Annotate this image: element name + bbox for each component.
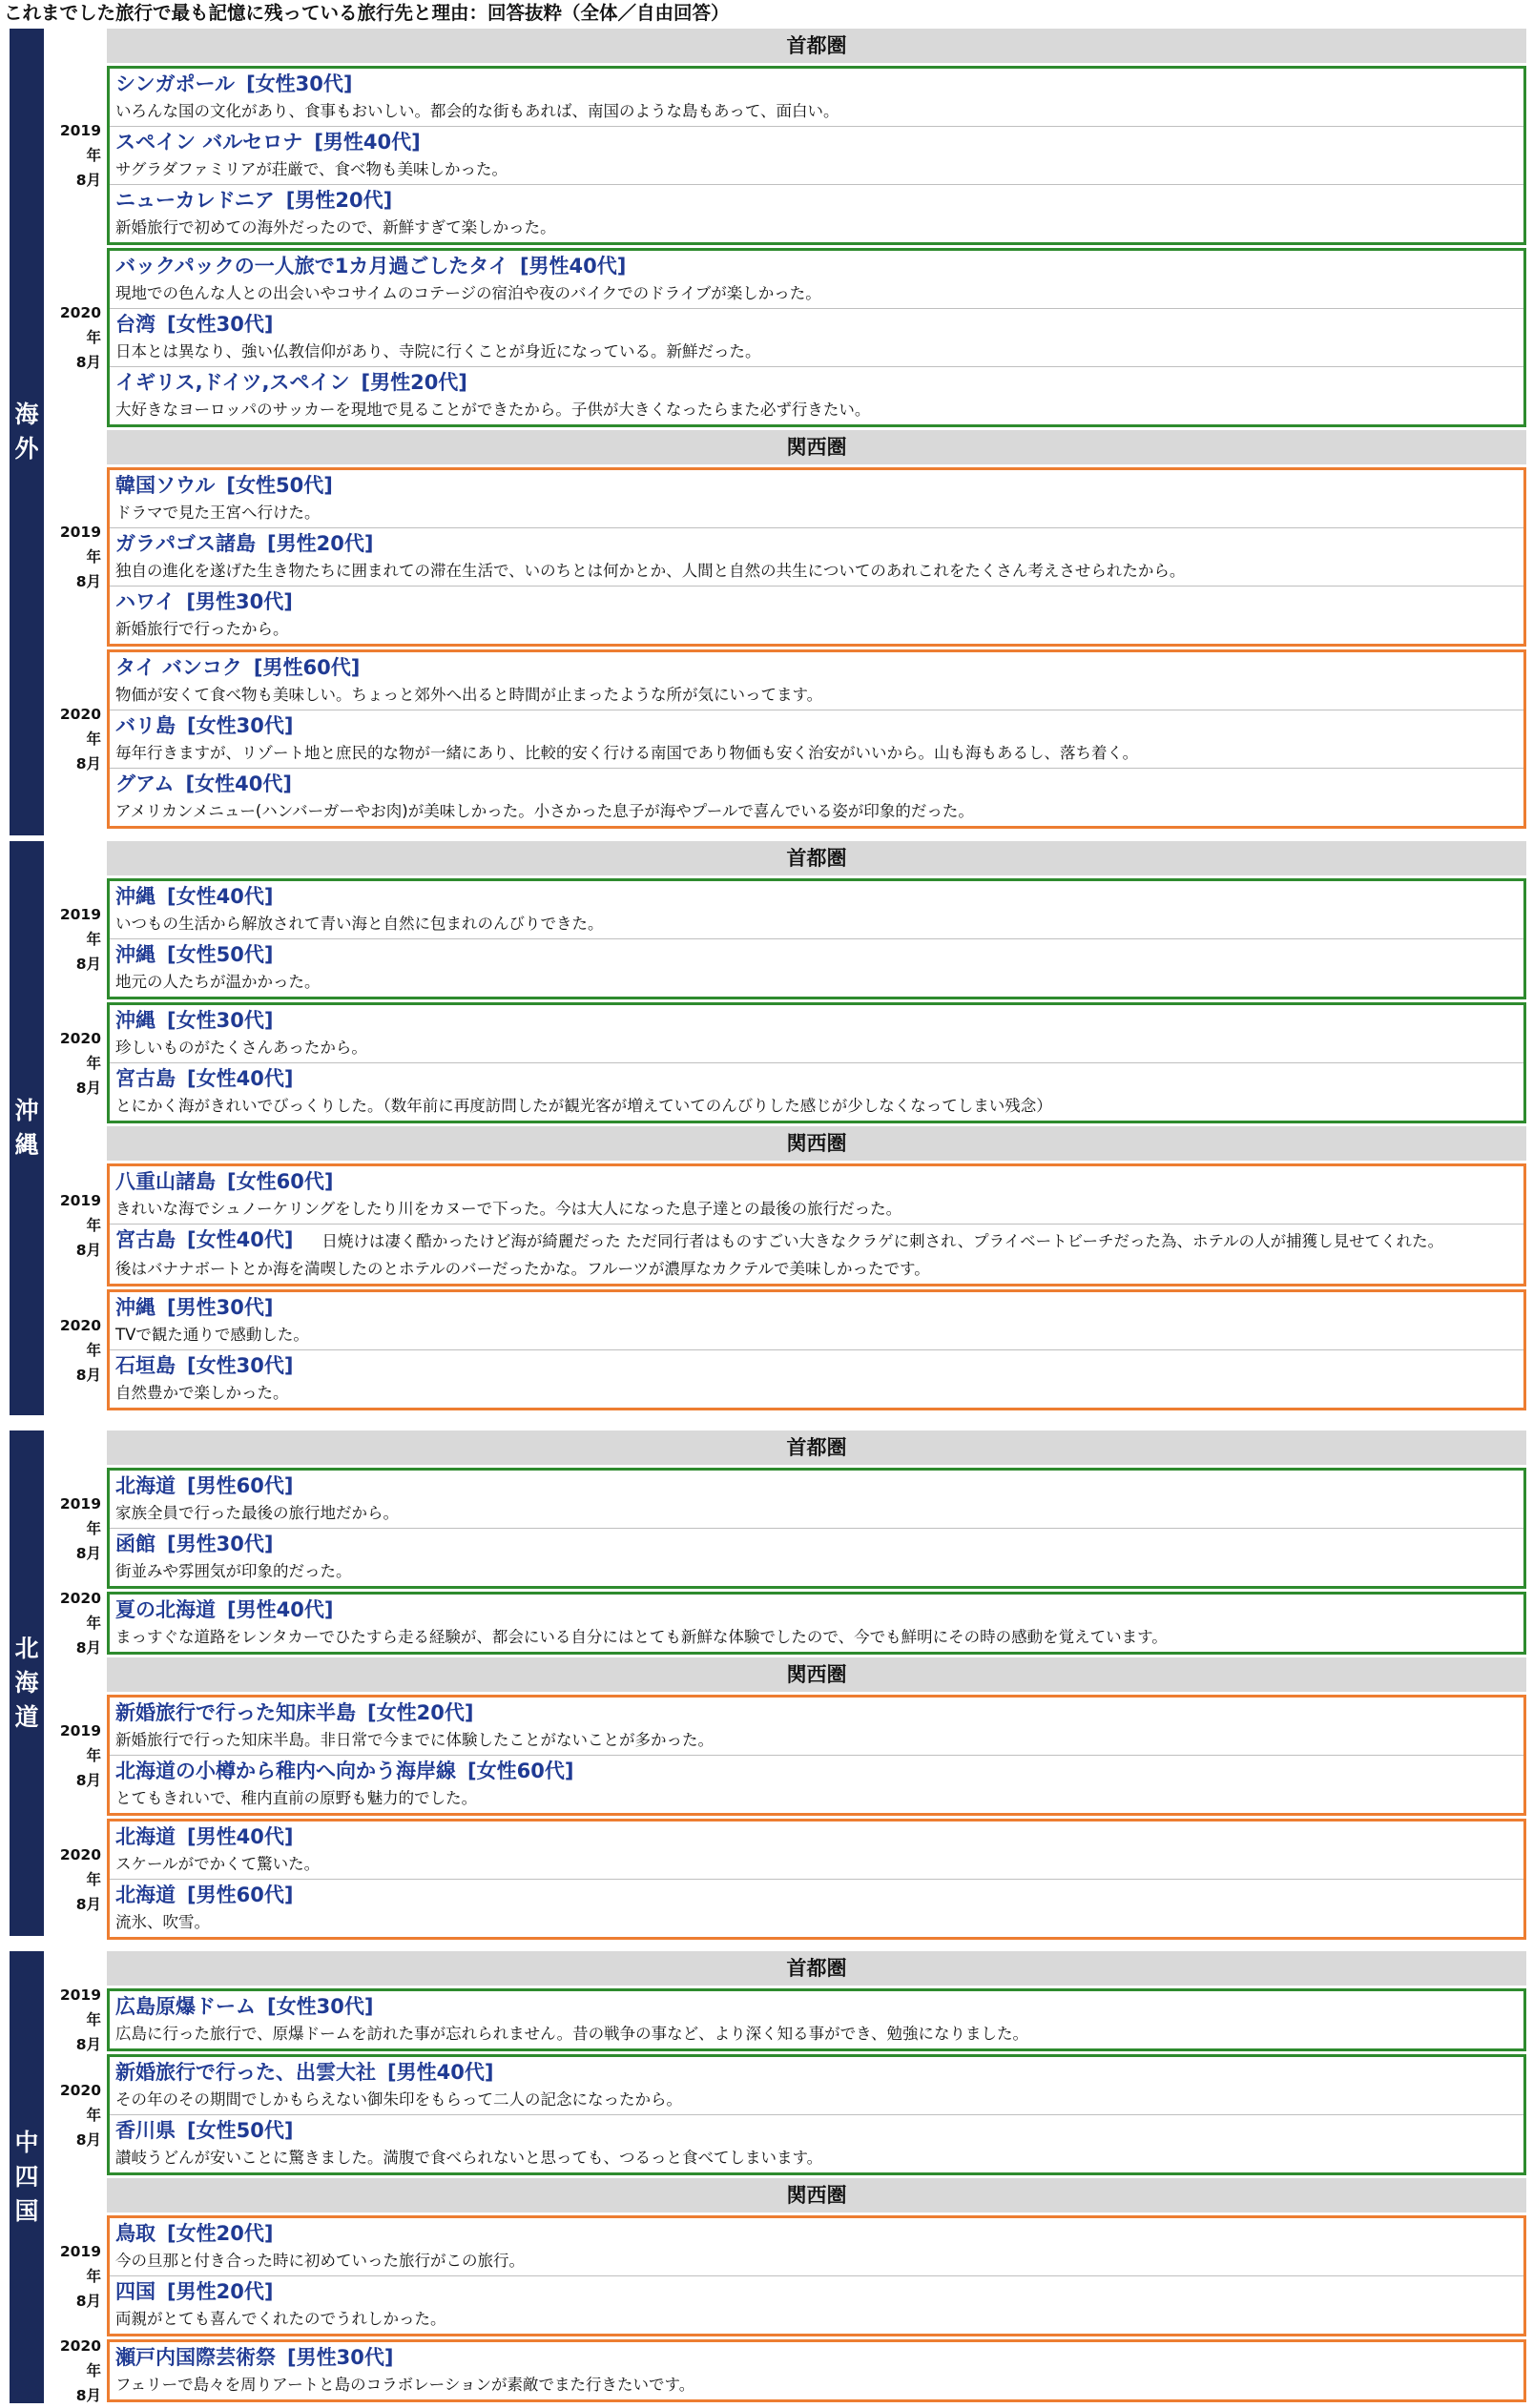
destination: バックパックの一人旅で1カ月過ごしたタイ <box>115 255 508 278</box>
reason-text: 物価が安くて食べ物も美味しい。ちょっと郊外へ出ると時間が止まったような所が気にいってます。 <box>115 686 823 704</box>
year-label <box>46 1586 101 1660</box>
region-header: 首都圏 <box>107 29 1526 63</box>
section-label-char: 海 <box>14 401 39 428</box>
year-label <box>46 1188 101 1263</box>
respondent-profile: [男性40代] <box>187 1825 294 1848</box>
answer-head <box>115 186 1518 215</box>
respondent-profile: [女性50代] <box>226 474 333 497</box>
answer-box <box>107 2215 1526 2336</box>
destination: 沖縄 <box>115 1296 155 1319</box>
year-group <box>59 2215 1526 2336</box>
section-label-char: 道 <box>14 1703 39 1731</box>
month-text: 8月 <box>75 955 101 973</box>
region-header: 関西圏 <box>107 1657 1526 1692</box>
year-text: 2019年 <box>59 1721 101 1764</box>
reason-text: 流氷、吹雪。 <box>115 1913 210 1931</box>
year-group <box>59 248 1526 427</box>
destination: 北海道 <box>115 1883 176 1906</box>
answer-head <box>115 1351 1518 1380</box>
answer-head <box>115 940 1518 969</box>
answer-box <box>107 1988 1526 2051</box>
respondent-profile: [女性30代] <box>187 714 294 737</box>
reason-text: 新婚旅行で初めての海外だったので、新鮮すぎて楽しかった。 <box>115 218 556 237</box>
answer-box <box>107 649 1526 829</box>
year-label <box>46 1313 101 1388</box>
answer-entry <box>110 1471 1523 1529</box>
year-text: 2019年 <box>59 1986 101 2028</box>
destination: 四国 <box>115 2280 155 2303</box>
reason-text: 両親がとても喜んでくれたのでうれしかった。 <box>115 2310 446 2328</box>
section-body <box>59 1430 1526 1943</box>
reason-text: 街並みや雰囲気が印象的だった。 <box>115 1562 352 1580</box>
reason-text: その年のその期間でしかもらえない御朱印をもらって二人の記念になったから。 <box>115 2090 682 2109</box>
answer-box <box>107 2054 1526 2175</box>
year-label <box>46 2334 101 2408</box>
respondent-profile: [男性30代] <box>287 2346 394 2369</box>
reason-text: とにかく海がきれいでびっくりした。（数年前に再度訪問したが観光客が増えていてのんびりした感じが少しなくなってしまい残念） <box>115 1097 1052 1115</box>
destination: 台湾 <box>115 313 155 336</box>
answer-head <box>115 310 1518 339</box>
section-body <box>59 841 1526 1413</box>
answer-head <box>115 1595 1518 1624</box>
year-group <box>59 2337 1526 2404</box>
answer-entry <box>110 1698 1523 1756</box>
year-text: 2019年 <box>59 2242 101 2285</box>
answer-entry <box>110 1225 1523 1284</box>
respondent-profile: [男性20代] <box>361 371 467 394</box>
answer-entry <box>110 69 1523 127</box>
answer-head <box>115 471 1518 500</box>
year-label <box>46 1983 101 2057</box>
year-group <box>59 467 1526 647</box>
region-header: 関西圏 <box>107 1126 1526 1161</box>
answer-entry <box>110 769 1523 826</box>
respondent-profile: [女性30代] <box>167 1009 274 1032</box>
respondent-profile: [女性20代] <box>167 2222 274 2245</box>
section-label-char: 沖 <box>14 1097 39 1124</box>
year-label <box>46 1026 101 1101</box>
destination: イギリス,ドイツ,スペイン <box>115 371 350 394</box>
reason-text: 新婚旅行で行った知床半島。非日常で今までに体験したことがないことが多かった。 <box>115 1731 714 1749</box>
year-text: 2020年 <box>59 2337 101 2379</box>
year-label <box>46 702 101 776</box>
year-text: 2020年 <box>59 1029 101 1072</box>
answer-entry <box>110 1880 1523 1937</box>
answer-entry <box>110 1005 1523 1063</box>
destination: 北海道 <box>115 1474 176 1497</box>
section-label-char: 外 <box>14 435 39 463</box>
month-text: 8月 <box>75 755 101 772</box>
answer-head <box>115 1225 1518 1256</box>
answer-head <box>115 882 1518 911</box>
year-label <box>46 1492 101 1566</box>
destination: 函館 <box>115 1533 155 1555</box>
section-block <box>0 841 1533 1415</box>
region-header: 関西圏 <box>107 2178 1526 2212</box>
answer-entry <box>110 1821 1523 1880</box>
answer-entry <box>110 652 1523 710</box>
destination: ハワイ <box>115 590 176 613</box>
destination: バリ島 <box>115 714 176 737</box>
section-label-char: 国 <box>14 2197 39 2225</box>
answer-entry <box>110 1063 1523 1121</box>
region-header: 首都圏 <box>107 1430 1526 1465</box>
destination: 宮古島 <box>115 1228 176 1251</box>
respondent-profile: [男性30代] <box>167 1533 274 1555</box>
destination: 韓国ソウル <box>115 474 216 497</box>
destination: ニューカレドニア <box>115 189 275 212</box>
respondent-profile: [女性40代] <box>185 772 292 795</box>
answer-head <box>115 711 1518 740</box>
year-group <box>59 1002 1526 1123</box>
year-text: 2019年 <box>59 122 101 164</box>
reason-text: 讃岐うどんが安いことに驚きました。満腹で食べられないと思っても、つるっと食べてしまいます。 <box>115 2149 823 2167</box>
month-text: 8月 <box>75 2387 101 2404</box>
respondent-profile: [男性20代] <box>285 189 393 212</box>
destination: 瀬戸内国際芸術祭 <box>115 2346 276 2369</box>
destination: 新婚旅行で行った知床半島 <box>115 1701 356 1724</box>
respondent-profile: [女性60代] <box>227 1170 334 1193</box>
destination: 夏の北海道 <box>115 1598 216 1621</box>
year-label <box>46 1719 101 1793</box>
answer-entry <box>110 251 1523 309</box>
answer-head <box>115 2058 1518 2087</box>
answer-entry <box>110 939 1523 997</box>
year-group <box>59 878 1526 999</box>
reason-text: 地元の人たちが温かかった。 <box>115 973 321 991</box>
year-label <box>46 520 101 594</box>
reason-text: とてもきれいで、稚内直前の原野も魅力的でした。 <box>115 1789 478 1807</box>
answer-head <box>115 1167 1518 1196</box>
respondent-profile: [女性40代] <box>187 1228 294 1251</box>
reason-text: きれいな海でシュノーケリングをしたり川をカヌーで下った。今は大人になった息子達との最後の旅行だった。 <box>115 1200 902 1218</box>
section-label <box>10 1430 44 1936</box>
answer-entry <box>110 470 1523 528</box>
section-label-char: 海 <box>14 1669 39 1697</box>
answer-head <box>115 2277 1518 2306</box>
destination: シンガポール <box>115 72 236 95</box>
reason-text: まっすぐな道路をレンタカーでひたすら走る経験が、都会にいる自分にはとても新鮮な体験でしたので、今でも鮮明にその時の感動を覚えています。 <box>115 1628 1168 1646</box>
answer-head <box>115 1064 1518 1093</box>
year-text: 2020年 <box>59 1590 101 1632</box>
destination: グアム <box>115 772 175 795</box>
answer-box <box>107 878 1526 999</box>
section-body <box>59 1951 1526 2405</box>
answer-head <box>115 1293 1518 1322</box>
respondent-profile: [男性60代] <box>187 1883 294 1906</box>
year-group <box>59 649 1526 829</box>
respondent-profile: [女性60代] <box>467 1760 574 1782</box>
page-title: これまでした旅行で最も記憶に残っている旅行先と理由：回答抜粋（全体／自由回答） <box>4 2 730 24</box>
respondent-profile: [男性30代] <box>167 1296 274 1319</box>
respondent-profile: [男性60代] <box>187 1474 294 1497</box>
section-label-char: 北 <box>14 1635 39 1662</box>
month-text: 8月 <box>75 2292 101 2310</box>
answer-head <box>115 1757 1518 1785</box>
month-text: 8月 <box>75 1895 101 1913</box>
reason-text: スケールがでかくて驚いた。 <box>115 1855 321 1873</box>
answer-entry <box>110 2218 1523 2276</box>
month-text: 8月 <box>75 573 101 590</box>
answer-box <box>107 1819 1526 1940</box>
answer-box <box>107 1468 1526 1589</box>
reason-text: 新婚旅行で行ったから。 <box>115 620 289 638</box>
reason-text: 自然豊かで楽しかった。 <box>115 1384 289 1402</box>
year-group <box>59 2054 1526 2175</box>
year-label <box>46 2078 101 2152</box>
month-text: 8月 <box>75 1079 101 1097</box>
respondent-profile: [女性40代] <box>187 1067 294 1090</box>
respondent-profile: [女性40代] <box>167 885 274 908</box>
answer-head <box>115 1006 1518 1035</box>
respondent-profile: [女性30代] <box>246 72 353 95</box>
answer-entry <box>110 1292 1523 1350</box>
reason-text: 現地での色んな人との出会いやコサイムのコテージの宿泊や夜のバイクでのドライブが楽しかった。 <box>115 284 821 302</box>
year-group <box>59 1695 1526 1816</box>
respondent-profile: [女性50代] <box>167 943 274 966</box>
answer-head <box>115 529 1518 558</box>
respondent-profile: [男性20代] <box>167 2280 274 2303</box>
year-text: 2020年 <box>59 1316 101 1359</box>
answer-box <box>107 1695 1526 1816</box>
year-text: 2020年 <box>59 1845 101 1888</box>
reason-text: 大好きなヨーロッパのサッカーを現地で見ることができたから。子供が大きくなったらまた必ず行きたい。 <box>115 401 871 419</box>
destination: 八重山諸島 <box>115 1170 216 1193</box>
answer-entry <box>110 528 1523 587</box>
destination: 北海道 <box>115 1825 176 1848</box>
year-text: 2020年 <box>59 304 101 346</box>
respondent-profile: [女性50代] <box>187 2119 294 2142</box>
destination: 北海道の小樽から稚内へ向かう海岸線 <box>115 1760 456 1782</box>
destination: 沖縄 <box>115 943 155 966</box>
reason-text: いつもの生活から解放されて青い海と自然に包まれのんびりできた。 <box>115 915 604 933</box>
reason-text: 独自の進化を遂げた生き物たちに囲まれての滞在生活で、いのちとは何かとか、人間と自然の共生についてのあれこれをたくさん考えさせられたから。 <box>115 562 1186 580</box>
answer-head <box>115 70 1518 98</box>
year-group <box>59 1819 1526 1940</box>
answer-head <box>115 653 1518 682</box>
region-header: 関西圏 <box>107 430 1526 464</box>
year-label <box>46 118 101 193</box>
destination: 宮古島 <box>115 1067 176 1090</box>
respondent-profile: [男性40代] <box>519 255 627 278</box>
month-text: 8月 <box>75 2130 101 2149</box>
month-text: 8月 <box>75 1544 101 1562</box>
year-text: 2019年 <box>59 1494 101 1537</box>
section-label <box>10 29 44 835</box>
answer-head <box>115 2219 1518 2248</box>
respondent-profile: [女性20代] <box>367 1701 474 1724</box>
answer-head <box>115 2343 1518 2372</box>
respondent-profile: [男性40代] <box>314 131 421 154</box>
reason-text: ドラマで見た王宮へ行けた。 <box>115 504 321 522</box>
answer-head <box>115 587 1518 616</box>
answer-head <box>115 1992 1518 2021</box>
answer-head <box>115 770 1518 798</box>
destination: ガラパゴス諸島 <box>115 532 256 555</box>
year-group <box>59 1163 1526 1286</box>
reason-text: 後はバナナボートとか海を満喫したのとホテルのバーだったかな。フルーツが濃厚なカクテルで美味しかったです。 <box>115 1260 930 1278</box>
month-text: 8月 <box>75 2036 101 2053</box>
year-group <box>59 1468 1526 1589</box>
reason-text: 広島に行った旅行で、原爆ドームを訪れた事が忘れられません。昔の戦争の事など、より深く知る事ができ、勉強になりました。 <box>115 2025 1028 2043</box>
section-label <box>10 841 44 1415</box>
destination: 新婚旅行で行った、出雲大社 <box>115 2061 376 2084</box>
reason-text: 毎年行きますが、リゾート地と庶民的な物が一緒にあり、比較的安く行ける南国であり物価も安く治安がいいから。山も海もあるし、落ち着く。 <box>115 744 1139 762</box>
region-header: 首都圏 <box>107 841 1526 875</box>
reason-text: 今の旦那と付き合った時に初めていった旅行がこの旅行。 <box>115 2252 525 2270</box>
answer-entry <box>110 2342 1523 2399</box>
answer-entry <box>110 309 1523 367</box>
reason-text: フェリーで島々を周りアートと島のコラボレーションが素敵でまた行きたいです。 <box>115 2376 695 2394</box>
answer-box <box>107 248 1526 427</box>
answer-entry <box>110 1529 1523 1586</box>
reason-text: 日本とは異なり、強い仏教信仰があり、寺院に行くことが身近になっている。新鮮だった。 <box>115 342 761 360</box>
year-label <box>46 902 101 977</box>
year-text: 2020年 <box>59 2081 101 2124</box>
answer-head <box>115 1472 1518 1500</box>
reason-text: 日焼けは凄く酷かったけど海が綺麗だった ただ同行者はものすごい大きなクラゲに刺され、プライベートビーチだった為、ホテルの人が捕獲し見せてくれた。 <box>321 1232 1444 1250</box>
section-label-char: 四 <box>14 2163 39 2191</box>
answer-head <box>115 1698 1518 1727</box>
section-block <box>0 1430 1533 1936</box>
respondent-profile: [男性40代] <box>387 2061 494 2084</box>
reason-text: 家族全員で行った最後の旅行地だから。 <box>115 1504 399 1522</box>
answer-entry <box>110 185 1523 242</box>
reason-text: いろんな国の文化があり、食事もおいしい。都会的な街もあれば、南国のような島もあって、面白い。 <box>115 102 839 120</box>
year-text: 2020年 <box>59 706 101 748</box>
answer-entry <box>110 1595 1523 1652</box>
month-text: 8月 <box>75 1639 101 1657</box>
answer-entry <box>110 881 1523 939</box>
section-label-char: 縄 <box>14 1131 39 1159</box>
answer-entry <box>110 2115 1523 2172</box>
reason-text: アメリカンメニュー(ハンバーガーやお肉)が美味しかった。小さかった息子が海やプールで喜んでいる姿が印象的だった。 <box>115 802 974 820</box>
respondent-profile: [女性30代] <box>167 313 274 336</box>
answer-box <box>107 1289 1526 1410</box>
answer-head <box>115 1530 1518 1558</box>
region-header: 首都圏 <box>107 1951 1526 1986</box>
answer-box <box>107 467 1526 647</box>
month-text: 8月 <box>75 172 101 189</box>
respondent-profile: [男性40代] <box>227 1598 334 1621</box>
answer-box <box>107 1592 1526 1655</box>
destination: 石垣島 <box>115 1354 176 1377</box>
destination: 香川県 <box>115 2119 176 2142</box>
answer-head <box>115 368 1518 397</box>
respondent-profile: [女性30代] <box>187 1354 294 1377</box>
answer-box <box>107 1163 1526 1286</box>
answer-entry <box>110 1350 1523 1408</box>
reason-text: TVで観た通りで感動した。 <box>115 1326 309 1344</box>
answer-entry <box>110 1756 1523 1813</box>
year-label <box>46 1842 101 1917</box>
month-text: 8月 <box>75 354 101 371</box>
month-text: 8月 <box>75 1241 101 1259</box>
answer-head <box>115 1822 1518 1851</box>
year-text: 2019年 <box>59 905 101 948</box>
respondent-profile: [男性30代] <box>186 590 293 613</box>
reason-text: 珍しいものがたくさんあったから。 <box>115 1039 367 1057</box>
answer-head <box>115 252 1518 280</box>
respondent-profile: [女性30代] <box>267 1995 374 2018</box>
year-group <box>59 1590 1526 1657</box>
answer-entry <box>110 1991 1523 2048</box>
answer-entry <box>110 2057 1523 2115</box>
answer-box <box>107 1002 1526 1123</box>
reason-text: サグラダファミリアが荘厳で、食べ物も美味しかった。 <box>115 160 508 178</box>
year-label <box>46 2239 101 2314</box>
respondent-profile: [男性20代] <box>267 532 374 555</box>
section-block <box>0 1951 1533 2403</box>
year-label <box>46 300 101 375</box>
answer-entry <box>110 127 1523 185</box>
answer-head <box>115 2116 1518 2145</box>
answer-box <box>107 2339 1526 2402</box>
section-label <box>10 1951 44 2403</box>
section-label-char: 中 <box>14 2129 39 2156</box>
month-text: 8月 <box>75 1771 101 1789</box>
year-text: 2019年 <box>59 1191 101 1234</box>
answer-head <box>115 128 1518 156</box>
respondent-profile: [男性60代] <box>253 656 361 679</box>
destination: 鳥取 <box>115 2222 155 2245</box>
answer-entry <box>110 2276 1523 2334</box>
destination: 沖縄 <box>115 1009 155 1032</box>
year-group <box>59 1289 1526 1410</box>
section-body <box>59 29 1526 832</box>
year-group <box>59 1986 1526 2053</box>
year-group <box>59 66 1526 245</box>
answer-head <box>115 1881 1518 1909</box>
section-block <box>0 29 1533 835</box>
answer-entry <box>110 710 1523 769</box>
answer-entry <box>110 367 1523 424</box>
destination: 広島原爆ドーム <box>115 1995 256 2018</box>
destination: スペイン バルセロナ <box>115 131 303 154</box>
answer-entry <box>110 1166 1523 1225</box>
destination: タイ バンコク <box>115 656 242 679</box>
month-text: 8月 <box>75 1366 101 1384</box>
destination: 沖縄 <box>115 885 155 908</box>
answer-entry <box>110 587 1523 644</box>
answer-box <box>107 66 1526 245</box>
year-text: 2019年 <box>59 524 101 566</box>
